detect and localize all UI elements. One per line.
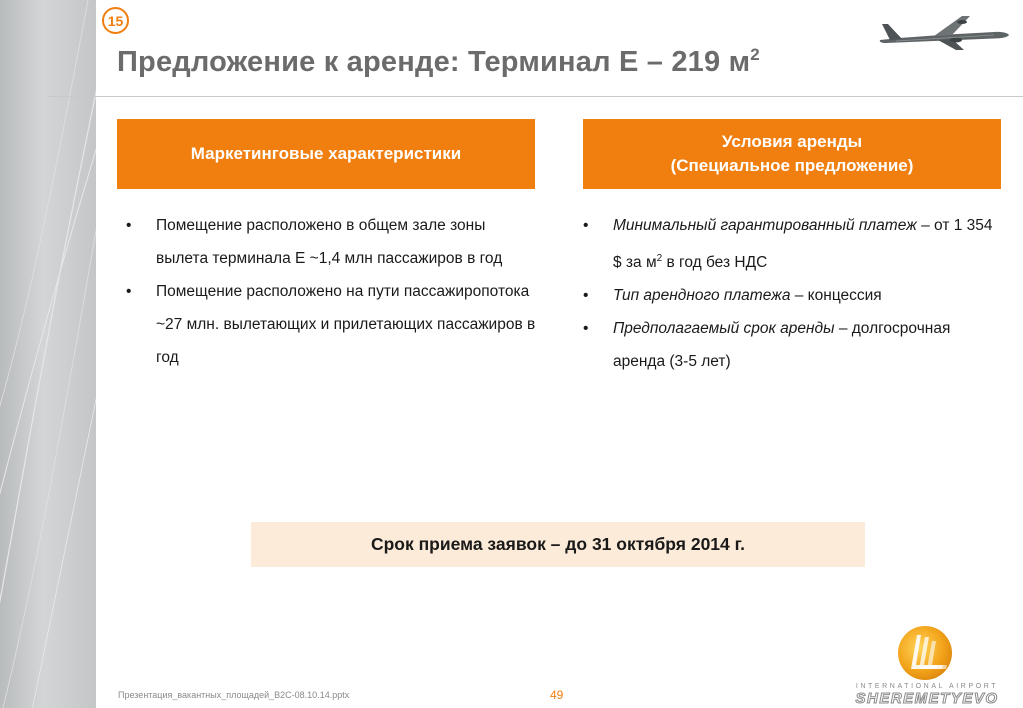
term-label: Предполагаемый срок аренды <box>613 320 835 337</box>
lease-terms-heading <box>583 119 1001 189</box>
page-number: 49 <box>550 688 564 702</box>
marketing-bullet-text: Помещение расположено на пути пассажиропотока ~27 млн. вылетающих и прилетающих пассажиров в год <box>156 283 536 366</box>
bullet-icon: • <box>583 287 589 304</box>
bullet-icon: • <box>583 320 589 337</box>
decorative-side-band <box>0 0 96 708</box>
page-title-superscript: 2 <box>750 45 760 64</box>
term-value: – от 1 354 $ за м <box>613 217 993 271</box>
footer-file-name: Презентация_вакантных_площадей_B2C-08.10.14.pptx <box>118 690 350 700</box>
lease-terms-heading-line2: (Специальное предложение) <box>670 156 914 175</box>
marketing-bullet-text: Помещение расположено в общем зале зоны вылета терминала Е ~1,4 млн пассажиров в год <box>156 217 503 267</box>
term-label: Тип арендного платежа <box>613 287 791 304</box>
marketing-heading-text: Маркетинговые характеристики <box>190 144 462 163</box>
logo-tagline: INTERNATIONAL AIRPORT <box>855 683 999 690</box>
list-item <box>575 279 1005 312</box>
list-item <box>575 312 1005 378</box>
bullet-icon: • <box>126 283 132 300</box>
list-item <box>118 209 538 275</box>
logo-name: SHEREMETYEVO <box>855 690 999 707</box>
application-deadline <box>251 522 865 567</box>
application-deadline-text: Срок приема заявок – до 31 октября 2014 г. <box>370 534 746 554</box>
slide-number-badge: 15 <box>102 7 129 34</box>
page-title <box>117 45 760 79</box>
sheremetyevo-logo-icon <box>893 623 957 683</box>
lease-terms-list <box>575 209 1005 378</box>
lease-terms-heading-line1: Условия аренды <box>721 132 863 151</box>
page-title-text: Предложение к аренде: Терминал Е – 219 м <box>117 46 751 78</box>
bullet-icon: • <box>126 217 132 234</box>
bullet-icon: • <box>583 217 589 234</box>
marketing-list <box>118 209 538 374</box>
term-value: – долгосрочная аренда (3-5 лет) <box>613 320 951 370</box>
airplane-icon <box>876 10 1012 54</box>
list-item <box>118 275 538 374</box>
term-superscript: 2 <box>656 253 663 264</box>
title-divider <box>48 96 1023 97</box>
term-label: Минимальный гарантированный платеж <box>613 217 917 234</box>
marketing-heading <box>117 119 535 189</box>
term-value-tail: в год без НДС <box>662 254 768 271</box>
term-value: – концессия <box>790 287 882 304</box>
list-item <box>575 209 1005 279</box>
